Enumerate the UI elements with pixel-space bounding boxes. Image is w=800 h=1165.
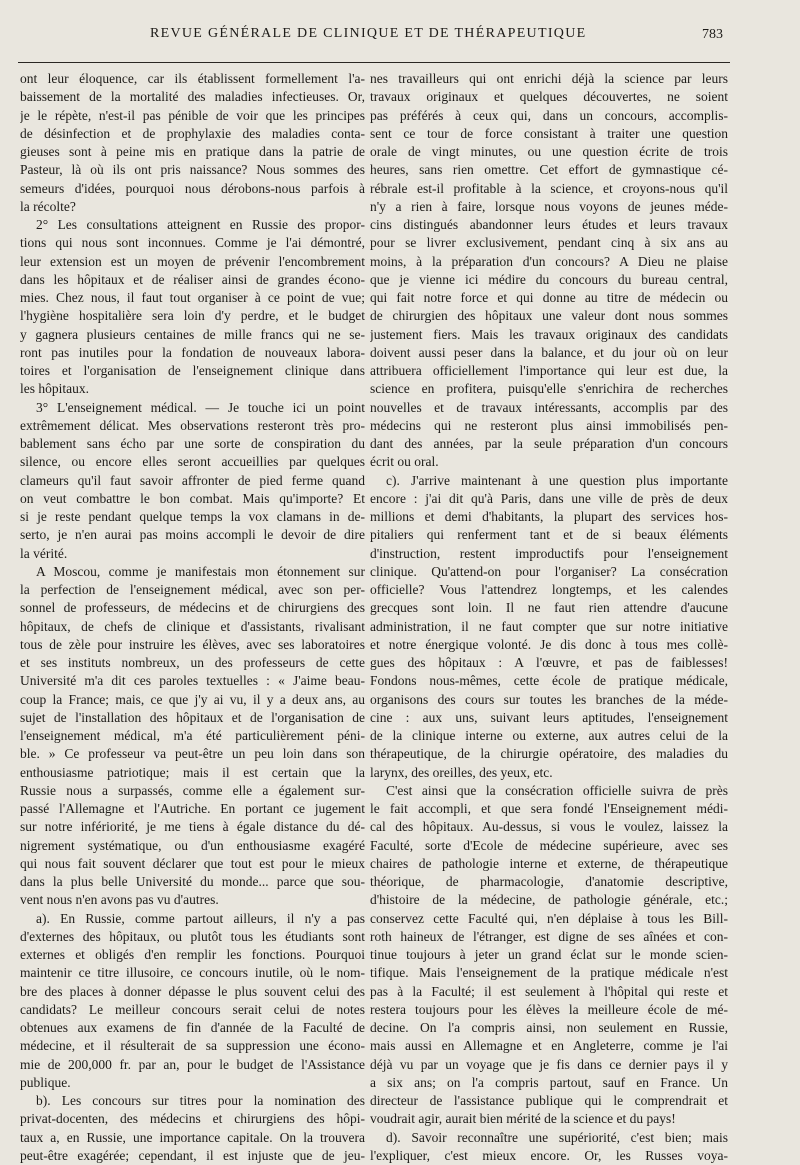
text-line: sujet de l'installation des hôpitaux et de l'organisation de xyxy=(20,709,365,725)
text-line: écrit ou oral. xyxy=(370,454,439,470)
text-line: l'expliquer, c'est mieux encore. Or, les Russes voya- xyxy=(370,1147,728,1163)
text-line: mie de 200,000 fr. par an, pour le budget de l'Assistance xyxy=(20,1056,365,1072)
text-line: decine. On l'a compris ainsi, non seulement en Russie, xyxy=(370,1020,728,1035)
text-line: privat-docenten, des médecins et chirurgiens des hôpi- xyxy=(20,1111,365,1127)
text-line: serto, je n'en aurai pas moins accompli le devoir de dire xyxy=(20,527,365,543)
text-line: qui fait notre force et qui donne au titre de médecin ou xyxy=(370,290,728,305)
text-line: rébrale est-il profitable à la science, et croyons-nous qu'il xyxy=(370,180,728,196)
text-line: tifique. Mais l'enseignement de la pratique médicale n'est xyxy=(370,965,728,981)
text-line: l'hygiène hospitalière sera loin d'y perdre, et le budget xyxy=(20,308,365,324)
text-line: A Moscou, comme je manifestais mon étonnement sur xyxy=(36,563,365,579)
page-header xyxy=(0,26,800,48)
text-line: administration, il ne faut compter que sur notre initiative xyxy=(370,618,728,634)
text-line: directeur de l'assistance publique qui le comprendrait et xyxy=(370,1093,728,1108)
text-line: enthousiasme patriotique; mais il est certain que la xyxy=(20,764,365,780)
text-line: gues des hôpitaux : A l'œuvre, et pas de faiblesses! xyxy=(370,655,728,670)
text-line: encore : j'ai dit qu'à Paris, dans une ville de près de deux xyxy=(370,490,728,506)
text-line: tions qui nous sont inconnues. Comme je l'ai démontré, xyxy=(20,235,365,251)
text-line: chaires de pathologie interne et externe, de thérapeutique xyxy=(370,855,728,871)
text-line: attribuera officiellement l'importance qui leur est due, la xyxy=(370,363,728,378)
text-line: on veut combattre le bon combat. Mais qu'importe? Et xyxy=(20,490,365,506)
text-line: la récolte? xyxy=(20,198,76,214)
text-line: 3° L'enseignement médical. — Je touche ici un point xyxy=(36,399,365,415)
text-line: médecins qui ne resteront plus ainsi immobilisés pen- xyxy=(370,417,728,433)
text-line: nouvelles et de travaux intéressants, accomplis par des xyxy=(370,399,728,415)
text-line: dans la plus belle Université du monde... parce que sou- xyxy=(20,874,365,889)
text-line: Pasteur, là où ils ont pris naissance? Nous sommes des xyxy=(20,162,365,178)
text-line: mais aussi en Allemagne et en Angleterre, comme je l'ai xyxy=(370,1038,728,1054)
text-line: le fait accompli, et que sera fondé l'Enseignement médi- xyxy=(370,801,728,816)
text-line: la perfection de l'enseignement médical, avec son per- xyxy=(20,582,365,597)
text-line: organisons des cours sur toutes les branches de la méde- xyxy=(370,691,728,707)
text-line: silence, ou encore elles seront accueillies par quelques xyxy=(20,454,365,470)
text-line: leur extension est un moyen de prévenir l'encombrement xyxy=(20,253,365,269)
text-line: la vérité. xyxy=(20,545,68,561)
text-line: ront pas inutiles pour la fondation de nouveaux labora- xyxy=(20,344,365,360)
text-line: Faculté, sorte d'Ecole de médecine supérieure, avec ses xyxy=(370,837,728,853)
text-line: travaux originaux et quelques découvertes, ne soient xyxy=(370,89,728,105)
text-line: heures, sans rien omettre. Cet effort de gymnastique cé- xyxy=(370,162,728,178)
text-line: maintenir ce titre illusoire, ce concours inutile, où le nom- xyxy=(20,965,365,981)
text-line: sonnel de professeurs, de médecins et de chirurgiens des xyxy=(20,600,365,616)
text-line: de désinfection et de prophylaxie des maladies conta- xyxy=(20,125,365,141)
text-line: pour se livrer exclusivement, pendant cinq à six ans au xyxy=(370,235,728,251)
text-line: et notre énergique volonté. Je dis donc à tous mes collè- xyxy=(370,636,728,652)
text-line: pitaliers qui renferment tant et de si beaux éléments xyxy=(370,527,728,543)
text-line: tinue toujours à jeter un grand éclat sur le monde scien- xyxy=(370,947,728,962)
text-line: dans les hôpitaux et de réaliser ainsi de grandes écono- xyxy=(20,271,365,287)
text-line: vent nous n'en avons pas vu d'autres. xyxy=(20,892,219,908)
text-line: de la clinique interne ou externe, aux autres celui de la xyxy=(370,728,728,743)
text-line: justement fiers. Mais les travaux originaux des candidats xyxy=(370,326,728,342)
text-line: cal des hôpitaux. Au-dessus, si vous le voulez, laissez la xyxy=(370,819,728,835)
text-line: grecques sont loin. Il ne faut rien attendre d'aucune xyxy=(370,600,728,616)
page-number: 783 xyxy=(702,27,723,42)
text-line: 2° Les consultations atteignent en Russie des propor- xyxy=(36,217,365,232)
text-line: d'instruction, restent improductifs pour l'enseignement xyxy=(370,545,728,561)
right-column xyxy=(370,70,728,1165)
text-line: je le répète, n'est-il pas pénible de voir que les principes xyxy=(20,107,365,123)
text-line: d'externes des hôpitaux, ou plutôt tous les étudiants sont xyxy=(20,928,365,944)
text-line: larynx, des oreilles, des yeux, etc. xyxy=(370,764,553,780)
text-line: thérapeutique, de la chirurgie opératoire, des maladies du xyxy=(370,746,728,762)
text-line: extrêmement délicat. Mes observations resteront très pro- xyxy=(20,417,365,433)
text-line: nes travailleurs qui ont enrichi déjà la science par leurs xyxy=(370,71,728,86)
text-line: dant des années, par la seule préparation d'un concours xyxy=(370,436,728,451)
text-line: officielle? Vous l'attendrez longtemps, et les calendes xyxy=(370,582,728,597)
running-title: REVUE GÉNÉRALE DE CLINIQUE ET DE THÉRAPEUTIQUE xyxy=(150,26,587,41)
text-line: bre des places à donner dépasse le plus souvent celui des xyxy=(20,983,365,999)
text-line: peut-être exagérée; cependant, il est injuste que de jeu- xyxy=(20,1147,365,1163)
text-line: orale de vingt minutes, ou une question écrite de trois xyxy=(370,144,728,159)
text-line: l'enseignement médical, m'a été particulièrement péni- xyxy=(20,728,365,743)
text-line: Russie nous a surpassés, comme elle a également sur- xyxy=(20,782,365,798)
text-line: hôpitaux, de chefs de clinique et d'assistants, rivalisant xyxy=(20,618,365,634)
text-line: voudrait agir, aurait bien mérité de la science et du pays! xyxy=(370,1111,676,1127)
text-line: qui nous fait souvent déclarer que tout est pour le mieux xyxy=(20,855,365,871)
text-line: roth haineux de l'étranger, est digne de ses aînées et con- xyxy=(370,928,728,944)
text-line: y gagnera plusieurs centaines de mille francs qui ne se- xyxy=(20,326,365,342)
text-line: sent ce tour de force consistant à traiter une question xyxy=(370,125,728,141)
text-line: science en profitera, puisqu'elle s'enrichira de recherches xyxy=(370,381,728,397)
text-line: c). J'arrive maintenant à une question plus importante xyxy=(386,472,728,488)
text-line: pas à la Faculté; il est seulement à l'hôpital qui reste et xyxy=(370,983,728,999)
text-line: d'histoire de la médecine, de pathologie générale, etc.; xyxy=(370,892,728,908)
text-line: C'est ainsi que la consécration officielle suivra de près xyxy=(386,782,728,798)
text-line: d). Savoir reconnaître une supériorité, c'est bien; mais xyxy=(386,1129,728,1145)
text-line: Université m'a dit ces paroles textuelles : « J'aime beau- xyxy=(20,673,365,689)
text-line: moins, à la préparation d'un concours? A Dieu ne plaise xyxy=(370,253,728,269)
text-line: pas préférés à ceux qui, dans un concours, accomplis- xyxy=(370,107,728,123)
text-line: externes et obligés d'en remplir les fonctions. Pourquoi xyxy=(20,947,365,962)
text-line: doivent aussi peser dans la balance, et du jour où on leur xyxy=(370,344,728,360)
text-line: a six ans; on l'a compris partout, sauf en France. Un xyxy=(370,1074,728,1090)
text-line: n'y a rien à faire, lorsque nous voyons de jeunes méde- xyxy=(370,198,728,214)
text-line: cins distingués abandonner leurs études et leurs travaux xyxy=(370,217,728,232)
text-line: sur notre infériorité, je me tiens à égale distance du dé- xyxy=(20,819,365,835)
text-line: théorique, de pharmacologie, d'anatomie descriptive, xyxy=(370,874,728,889)
text-line: passé l'Allemagne et l'Autriche. En portant ce jugement xyxy=(20,801,365,816)
text-line: médecine, et il résulterait de sa suppression une écono- xyxy=(20,1038,365,1054)
text-line: taux a, en Russie, une importance capitale. On la trouvera xyxy=(20,1129,365,1145)
text-line: baissement de la mortalité des maladies infectieuses. Or, xyxy=(20,89,365,105)
text-line: déjà vu par un voyage que je fis dans ce dernier pays il y xyxy=(370,1056,728,1072)
text-line: coup la France; mais, ce que j'y ai vu, il y a deux ans, au xyxy=(20,691,365,707)
text-line: gieuses sont à peine mis en pratique dans la patrie de xyxy=(20,144,365,159)
text-line: de chirurgien des hôpitaux une valeur dont nous sommes xyxy=(370,308,728,324)
text-line: b). Les concours sur titres pour la nomination des xyxy=(36,1093,365,1108)
text-line: semeurs d'idées, pourquoi nous dérobons-nous parfois à xyxy=(20,180,365,196)
text-line: et ses instituts nombreux, un des professeurs de cette xyxy=(20,655,365,670)
text-line: conservez cette Faculté qui, n'en déplaise à tous les Bill- xyxy=(370,910,728,926)
text-line: mies. Chez nous, il faut tout organiser à ce point de vue; xyxy=(20,290,365,305)
text-line: clameurs qu'il faut savoir affronter de pied ferme quand xyxy=(20,472,365,488)
text-line: candidats? Le meilleur concours serait celui de notes xyxy=(20,1001,365,1017)
text-line: cine : aux uns, suivant leurs aptitudes, l'enseignement xyxy=(370,709,728,725)
text-line: nigrement systématique, ou d'un enthousiasme exagéré xyxy=(20,837,365,853)
text-line: ble. » Ce professeur va peut-être un peu loin dans son xyxy=(20,746,365,762)
text-line: obtenues aux examens de fin d'année de la Faculté de xyxy=(20,1020,365,1035)
text-line: millions et demi d'habitants, la plupart des services hos- xyxy=(370,509,728,524)
text-line: que je vienne ici médire du concours du bureau central, xyxy=(370,271,728,287)
text-line: restera toujours pour les élèves la meilleure école de mé- xyxy=(370,1001,728,1017)
header-rule xyxy=(18,62,730,63)
left-column xyxy=(20,70,365,1165)
text-line: a). En Russie, comme partout ailleurs, il n'y a pas xyxy=(36,910,365,926)
text-line: toires et l'organisation de l'enseignement clinique dans xyxy=(20,363,365,378)
text-line: tous de zèle pour instruire les élèves, avec ses laboratoires xyxy=(20,636,365,652)
text-line: ont leur éloquence, car ils établissent formellement l'a- xyxy=(20,71,365,86)
text-line: publique. xyxy=(20,1074,71,1090)
text-line: si je reste pendant quelque temps la vox clamans in de- xyxy=(20,509,365,524)
text-line: clinique. Qu'attend-on pour l'organiser? La consécration xyxy=(370,563,728,579)
text-line: les hôpitaux. xyxy=(20,381,89,397)
text-line: bablement sans écho par une sorte de conspiration du xyxy=(20,436,365,451)
text-line: Fondons nous-mêmes, cette école de pratique médicale, xyxy=(370,673,728,689)
